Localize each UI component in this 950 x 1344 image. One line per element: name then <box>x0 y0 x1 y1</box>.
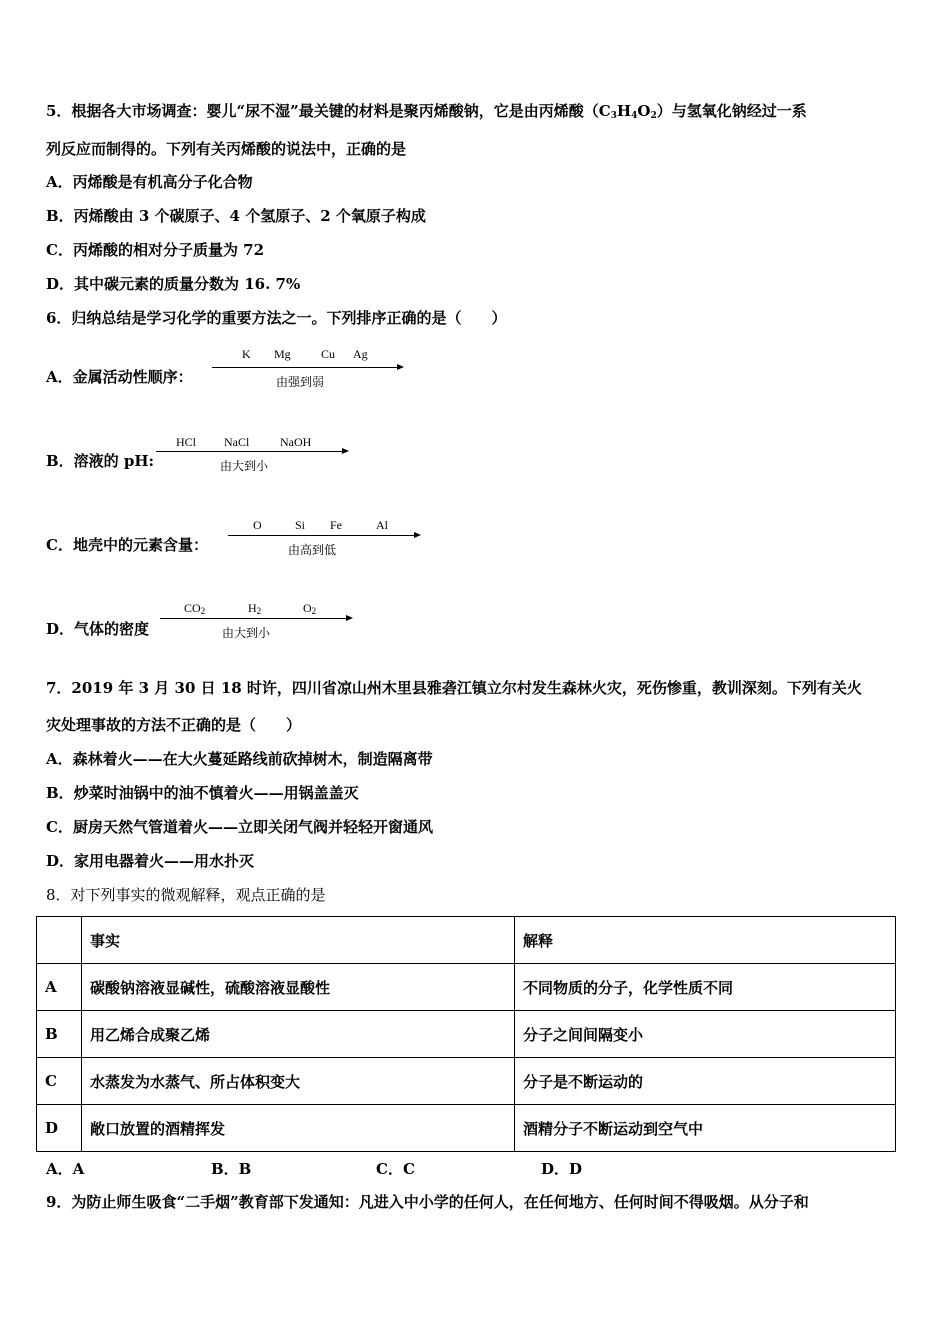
q5-stem-line1: 5．根据各大市场调查：婴儿“尿不湿”最关键的材料是聚丙烯酸钠，它是由丙烯酸$(C_3H_4O_2)$与氢氧化钠经过一系 <box>46 102 807 121</box>
table-cell: 分子之间间隔变小 <box>515 1011 896 1058</box>
arrow-item: HCl <box>176 435 197 449</box>
q6-option-b-arrow <box>156 435 356 480</box>
q6-option-c-arrow <box>228 518 428 563</box>
q6-option-c-label: C．地壳中的元素含量： <box>46 536 208 554</box>
q6-option-d-label: D．气体的密度 <box>46 620 150 638</box>
q5-option-b: B．丙烯酸由 3 个碳原子、4 个氢原子、2 个氧原子构成 <box>46 207 426 225</box>
q8-option-a: A．A <box>46 1160 85 1178</box>
table-cell: D <box>37 1105 82 1152</box>
q7-stem-line1: 7．2019 年 3 月 30 日 18 时许，四川省凉山州木里县雅砻江镇立尔村发生森林火灾，死伤惨重，教训深刻。下列有关火 <box>46 679 862 697</box>
arrow-caption: 由强到弱 <box>276 375 325 389</box>
arrow-shaft <box>160 618 346 619</box>
arrow-caption: 由大到小 <box>220 459 269 473</box>
table-header-cell: 解释 <box>515 917 896 964</box>
q9-stem-line1: 9．为防止师生吸食“二手烟”教育部下发通知：凡进入中小学的任何人，在任何地方、任何时间不得吸烟。从分子和 <box>46 1193 809 1211</box>
table-row <box>37 964 896 1011</box>
table-header-row <box>37 917 896 964</box>
arrow-item: $CO_2$ <box>184 601 206 616</box>
arrow-head <box>397 364 404 370</box>
q6-option-a-arrow <box>212 347 412 392</box>
arrow-item: O <box>253 518 262 532</box>
table-cell: A <box>37 964 82 1011</box>
arrow-item: Fe <box>330 518 342 532</box>
table-cell: B <box>37 1011 82 1058</box>
q5-stem-line2: 列反应而制得的。下列有关丙烯酸的说法中，正确的是 <box>46 140 407 158</box>
q7-option-d: D．家用电器着火——用水扑灭 <box>46 852 255 870</box>
arrow-caption: 由高到低 <box>288 543 337 557</box>
arrow-item: Al <box>376 518 388 532</box>
table-row <box>37 1105 896 1152</box>
q7-stem-line2: 灾处理事故的方法不正确的是（ ） <box>46 716 302 734</box>
arrow-item: Ag <box>353 347 368 361</box>
q6-option-d-arrow <box>160 601 360 646</box>
arrow-item: $H_2$ <box>248 601 262 616</box>
q6-option-a-label: A．金属活动性顺序： <box>46 368 193 386</box>
table-cell: C <box>37 1058 82 1105</box>
table-cell: 水蒸发为水蒸气、所占体积变大 <box>82 1058 515 1105</box>
arrow-item: NaOH <box>280 435 312 449</box>
table-cell: 碳酸钠溶液显碱性，硫酸溶液显酸性 <box>82 964 515 1011</box>
table-row <box>37 1058 896 1105</box>
q8-option-c: C．C <box>376 1160 415 1178</box>
arrow-shaft <box>156 451 342 452</box>
table-cell: 酒精分子不断运动到空气中 <box>515 1105 896 1152</box>
q5-option-a: A．丙烯酸是有机高分子化合物 <box>46 173 253 191</box>
arrow-item: Mg <box>274 347 291 361</box>
table-header-cell: 事实 <box>82 917 515 964</box>
table-row <box>37 1011 896 1058</box>
table-cell: 分子是不断运动的 <box>515 1058 896 1105</box>
arrow-item: Cu <box>321 347 336 361</box>
arrow-head <box>342 448 349 454</box>
table-cell: 敞口放置的酒精挥发 <box>82 1105 515 1152</box>
q8-option-d: D．D <box>541 1160 583 1178</box>
q5-option-c: C．丙烯酸的相对分子质量为 72 <box>46 241 265 259</box>
arrow-head <box>346 615 353 621</box>
arrow-item: $O_2$ <box>303 601 317 616</box>
arrow-item: Si <box>295 518 306 532</box>
q6-option-b-label: B．溶液的 pH: <box>46 452 155 470</box>
q8-option-b: B．B <box>211 1160 252 1178</box>
q7-option-a: A．森林着火——在大火蔓延路线前砍掉树木，制造隔离带 <box>46 750 433 768</box>
q7-option-b: B．炒菜时油锅中的油不慎着火——用锅盖盖灭 <box>46 784 359 802</box>
q7-option-c: C．厨房天然气管道着火——立即关闭气阀并轻轻开窗通风 <box>46 818 433 836</box>
q8-stem: 8．对下列事实的微观解释，观点正确的是 <box>46 886 326 904</box>
q5-option-d: D．其中碳元素的质量分数为 16. 7% <box>46 275 301 293</box>
table-cell: 不同物质的分子，化学性质不同 <box>515 964 896 1011</box>
table-cell: 用乙烯合成聚乙烯 <box>82 1011 515 1058</box>
arrow-shaft <box>212 367 397 368</box>
table-header-cell <box>37 917 82 964</box>
arrow-caption: 由大到小 <box>222 626 271 640</box>
arrow-shaft <box>228 535 414 536</box>
arrow-item: NaCl <box>224 435 250 449</box>
q6-stem: 6．归纳总结是学习化学的重要方法之一。下列排序正确的是（ ） <box>46 309 507 327</box>
arrow-item: K <box>242 347 251 361</box>
arrow-head <box>414 532 421 538</box>
q8-table <box>36 916 896 1152</box>
